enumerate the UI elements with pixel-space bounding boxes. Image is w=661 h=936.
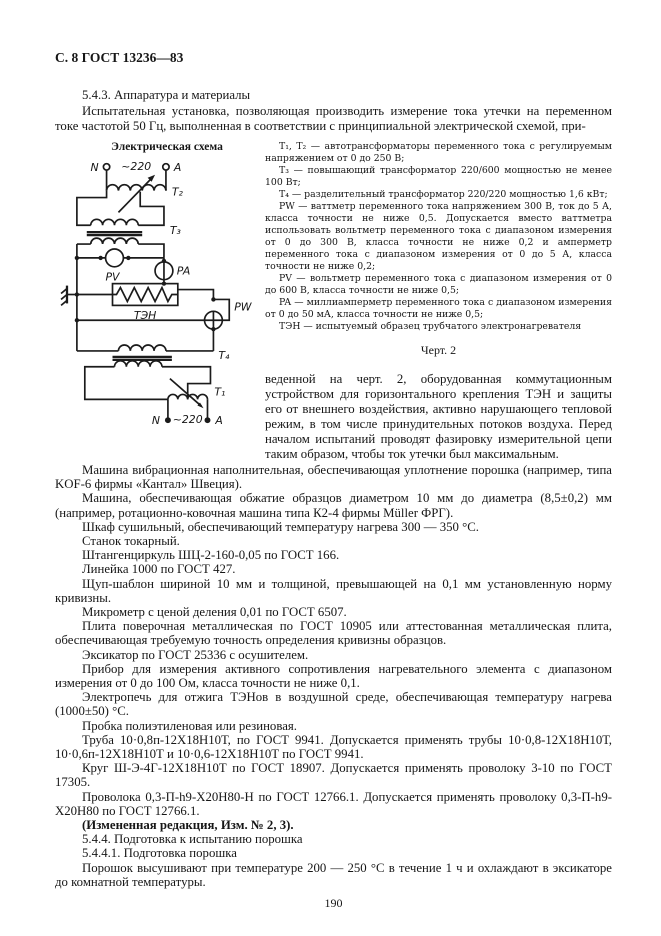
label-voltage-top: ~220	[121, 159, 152, 173]
legend-item: ТЭН — испытуемый образец трубчатого электронагревателя	[279, 321, 582, 332]
circuit-diagram	[55, 155, 265, 436]
body-paragraph: Эксикатор по ГОСТ 25336 с осушителем.	[82, 647, 309, 662]
legend-item: Т₃ — повышающий трансформатор 220/600 мощностью не менее 100 Вт;	[265, 165, 612, 188]
label-n-bottom: N	[151, 414, 160, 428]
body-paragraph: Машина, обеспечивающая обжатие образцов диаметром 10 мм до диаметра (8,5±0,2) мм (например, ротационно-ковочная машина типа К2-4 фирмы Мüller ФРГ).	[55, 491, 612, 520]
legend-item: Т₄ — разделительный трансформатор 220/220 мощностью 1,6 кВт;	[279, 189, 608, 200]
body-paragraph: Линейка 1000 по ГОСТ 427.	[82, 562, 236, 577]
label-ten: ТЭН	[133, 309, 157, 323]
section-heading: 5.4.3. Аппаратура и материалы	[82, 88, 251, 102]
body-paragraph: Прибор для измерения активного сопротивления нагревательного элемента с диапазоном измерения от 0 до 100 Ом, класса точности не ниже 0,1.	[55, 661, 612, 691]
intro-paragraph: Испытательная установка, позволяющая производить измерение тока утечки на переменном токе частотой 50 Гц, выполненная в соответствии с принципиальной электрической схемой, при-	[55, 104, 612, 133]
label-a-top: A	[173, 160, 182, 174]
figure-caption: Черт. 2	[420, 343, 457, 357]
body-paragraph: Труба 10·0,8п-12Х18Н10Т, по ГОСТ 9941. Допускается применять трубы 10·0,8-12Х18Н10Т, 10·0,6п-12Х18Н10Т и 10·0,6-12Х18Н10Т по ГОСТ 9941.	[55, 732, 612, 762]
figure-text-column	[265, 141, 612, 462]
label-a-bottom: A	[215, 414, 223, 428]
body-paragraph: Штангенциркуль ШЦ-2-160-0,05 по ГОСТ 166.	[82, 548, 340, 563]
body-paragraph: Порошок высушивают при температуре 200 — 250 °С в течение 1 ч и охлаждают в эксикаторе до комнатной температуры.	[55, 860, 612, 889]
body-paragraph: Микрометр с ценой деления 0,01 по ГОСТ 6507.	[82, 605, 347, 620]
body-paragraph: 5.4.4. Подготовка к испытанию порошка	[82, 832, 303, 847]
body-paragraph: (Измененная редакция, Изм. № 2, 3).	[82, 818, 294, 833]
t4-core-icon	[113, 357, 172, 360]
voltmeter-pv-icon	[106, 249, 124, 267]
legend-item: PA — миллиамперметр переменного тока с диапазоном измерения от 0 до 50 мА, класса точности не ниже 0,5;	[265, 297, 612, 320]
side-paragraph: веденной на черт. 2, оборудованная коммутационным устройством для горизонтального крепления ТЭН и защиты его от внешнего воздействия, активно нарушающего тепловой режим, в том числе принудительных потоков воздуха. Перед началом испытаний проводят фазировку измерительной цепи таким образом, чтобы ток утечки был максимальным.	[265, 372, 612, 461]
body-paragraph: Плита поверочная металлическая по ГОСТ 10905 или аттестованная металлическая плита, обеспечивающая требуемую точность определения кривизны образцов.	[55, 619, 612, 648]
label-t4: Т₄	[218, 348, 230, 362]
body-paragraph: Электропечь для отжига ТЭНов в воздушной среде, обеспечивающая температуру нагрева (1000±50) °С.	[55, 690, 612, 719]
label-t1: Т₁	[214, 385, 226, 399]
terminal-n-bottom-icon	[165, 417, 171, 423]
label-t2: Т₂	[171, 185, 183, 199]
terminal-a-bottom-icon	[205, 417, 211, 423]
body-paragraph: Пробка полиэтиленовая или резиновая.	[82, 718, 297, 733]
t4-primary-icon	[118, 345, 165, 351]
figure-legend	[265, 141, 612, 333]
body-paragraphs	[55, 463, 612, 889]
legend-item: Т₁, Т₂ — автотрансформаторы переменного тока с регулируемым напряжением от 0 до 250 В;	[265, 141, 612, 164]
terminal-n-top-icon	[103, 164, 109, 170]
label-pw: PW	[234, 300, 252, 314]
body-paragraph: Круг Ш-Э-4Г-12Х18Н10Т по ГОСТ 18907. Допускается применять проволоку 3-10 по ГОСТ 17305.	[55, 761, 612, 790]
figure	[55, 141, 612, 462]
body-paragraph: 5.4.4.1. Подготовка порошка	[82, 846, 237, 861]
page-header: С. 8 ГОСТ 13236—83	[55, 50, 184, 65]
legend-item: PV — вольтметр переменного тока с диапазоном измерения от 0 до 600 В, класса точности не ниже 0,5;	[265, 273, 612, 296]
body-paragraph: Проволока 0,3-П-h9-Х20Н80-Н по ГОСТ 12766.1. Допускается применять проволоку 0,3-П-h9-Х20Н80 по ГОСТ 12766.1.	[55, 789, 612, 818]
page-number: 190	[324, 896, 343, 911]
body-paragraph: Станок токарный.	[82, 534, 180, 549]
body-paragraph: Щуп-шаблон шириной 10 мм и толщиной, превышающей на 0,1 мм установленную норму кривизны.	[55, 576, 612, 605]
label-pv: PV	[105, 270, 120, 284]
t3-core-icon	[87, 232, 142, 235]
body-paragraph: Шкаф сушильный, обеспечивающий температуру нагрева 300 — 350 °С.	[82, 519, 479, 534]
schema-title: Электрическая схема	[111, 141, 223, 153]
label-voltage-bottom: ~220	[172, 413, 203, 427]
legend-item: PW — ваттметр переменного тока напряжением 300 В, ток до 5 А, класса точности не ниже 0,5. Допускается вместо ваттметра использовать вольтметр переменного тока с диапазоном измерения от 0 до 300 В, класса точности не ниже 0,2 и амперметр переменного тока с диапазоном измерения от 0 до 5 А, класса точности не ниже 0,2;	[265, 201, 612, 272]
label-n-top: N	[90, 160, 99, 174]
terminal-a-top-icon	[163, 164, 169, 170]
label-t3: Т₃	[169, 224, 181, 238]
t2-coil-icon	[107, 185, 166, 191]
figure-diagram-column	[55, 141, 267, 462]
t3-secondary-icon	[91, 238, 138, 244]
body-paragraph: Машина вибрационная наполнительная, обеспечивающая уплотнение порошка (например, типа KOF-6 фирмы «Кантал» Швеция).	[55, 463, 612, 492]
label-pa: PA	[176, 264, 191, 278]
t3-primary-icon	[91, 219, 138, 225]
t4-secondary-icon	[114, 361, 161, 367]
